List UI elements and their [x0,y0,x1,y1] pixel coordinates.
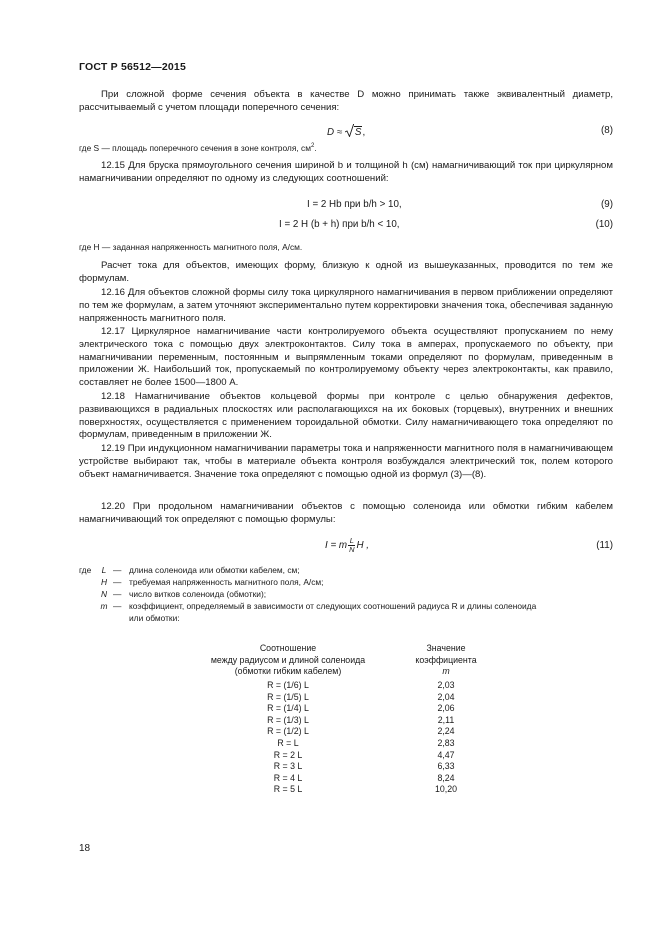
sqrt-icon [345,124,366,139]
table-header-ratio [171,643,405,678]
var-text-H: требуемая напряженность магнитного поля, А/см; [129,577,324,587]
var-symbol-m: m [100,601,108,611]
table-cell-ratio: R = 2 L [273,749,303,760]
table-cell-coefficient: 2,11 [437,714,455,725]
var-text-L: длина соленоида или обмотки кабелем, см; [129,565,300,575]
table-cell-coefficient: 2,03 [437,680,455,690]
table-header-ratio-line: (обмотки гибким кабелем) [234,666,342,677]
formula-11-fraction [348,537,355,554]
table-cell-coefficient: 4,47 [437,749,455,760]
table-cell-coefficient: 2,83 [437,737,455,748]
note-1-suffix: . [314,143,317,153]
formula-8 [327,124,365,139]
formula-11 [325,537,369,554]
paragraph-equivalent-diameter: При сложной форме сечения объекта в качестве D можно принимать также эквивалентный диаметр, рассчитываемый с учетом площади поперечного сечения: [79,89,613,113]
formula-number-11: (11) [596,540,613,551]
table-cell-ratio: R = (1/4) L [267,703,309,714]
paragraph-12-15: 12.15 Для бруска прямоугольного сечения шириной b и толщиной h (см) намагничивающий ток при циркулярном намагничивании определяют по одному из следующих соотношений: [79,160,613,184]
formula-11-numerator: L [349,536,354,545]
table-header-coefficient [402,643,490,678]
formula-10: I = 2 H (b + h) при b/h < 10, [279,219,400,230]
var-symbol-N: N [100,589,108,599]
table-cell-ratio: R = 5 L [273,784,303,795]
table-header-coef-line: коэффициента [415,654,477,665]
table-ratio-column [171,680,405,796]
table-header-coef-symbol: m [442,666,450,677]
paragraph-12-19: 12.19 При индукционном намагничивании параметры тока и напряженности магнитного поля в намагничивающем устройстве выбирают так, чтобы в материале объекта контроля возбуждался электрический ток, полем которого объект намагничивается. Значение тока определяют с помощью одной из формул (3)—(8). [79,443,613,480]
table-coefficient-column [402,680,490,796]
table-cell-ratio: R = 3 L [273,761,303,772]
table-header-ratio-line: Соотношение [259,643,317,653]
formula-8-tail: , [362,127,366,138]
var-text-m-continuation: или обмотки: [129,613,180,623]
table-cell-ratio: R = (1/2) L [267,726,309,737]
formula-11-denominator: N [349,545,355,554]
document-header: ГОСТ Р 56512—2015 [79,61,187,73]
formula-number-9: (9) [601,199,613,210]
table-cell-coefficient: 10,20 [434,784,457,795]
table-cell-coefficient: 8,24 [437,772,455,783]
table-cell-coefficient: 2,06 [437,703,455,714]
page-number: 18 [79,843,91,854]
var-dash: — [113,601,122,611]
note-field-strength: где H — заданная напряженность магнитного поля, А/см. [79,242,303,252]
table-cell-ratio: R = (1/5) L [267,691,309,702]
var-dash: — [113,565,122,575]
table-cell-ratio: R = (1/6) L [267,680,309,690]
formula-number-8: (8) [601,125,613,136]
paragraph-12-18: 12.18 Намагничивание объектов кольцевой формы при контроле с целью обнаружения дефектов, развивающихся в радиальных плоскостях или располагающихся на их боковых (торцевых), внутренних и внешних поверхностях, осуществляется с применением тороидальной обмотки. Силу намагничивающего тока определяют по формулам, приведенным в приложении Ж. [79,391,613,441]
formula-11-rhs: H , [356,540,370,552]
formula-number-10: (10) [595,219,613,230]
formula-11-lhs: I = m [325,540,348,552]
note-1-text: где S — площадь поперечного сечения в зоне контроля, см [79,143,311,153]
paragraph-12-16: 12.16 Для объектов сложной формы силу тока циркулярного намагничивания в первом приближении определяют по тем же формулам, а затем уточняют экспериментально путем корректировки значения тока, обеспечивая заданную напряженность магнитного поля. [79,287,613,324]
var-symbol-L: L [101,565,107,575]
paragraph-12-17: 12.17 Циркулярное намагничивание части контролируемого объекта осуществляют пропусканием по нему электрического тока с помощью двух электроконтактов. Силу тока в амперах, пропускаемого по объекту, при намагничивании переменным, постоянным и выпрямленным токами определяют по формулам, приведенным в приложении Ж. Наибольший ток, пропускаемый по контролируемому объекту через электроконтакты, как правило, составляет не более 1500—1800 А. [79,326,613,389]
table-header-coef-line: Значение [426,643,466,653]
table-cell-ratio: R = L [277,737,299,748]
formula-8-lhs: D ≈ [327,127,345,138]
table-cell-ratio: R = (1/3) L [267,714,309,725]
formula-8-radicand: S [354,127,362,138]
formula-9: I = 2 Hb при b/h > 10, [307,199,402,210]
note-area-definition [79,143,613,154]
table-cell-coefficient: 2,04 [437,691,455,702]
var-dash: — [113,577,122,587]
var-text-m: коэффициент, определяемый в зависимости от следующих соотношений радиуса R и длины соленоида [129,601,537,611]
table-cell-ratio: R = 4 L [273,772,303,783]
where-lead: где [79,565,92,575]
var-dash: — [113,589,122,599]
var-symbol-H: H [100,577,108,587]
paragraph-12-20: 12.20 При продольном намагничивании объектов с помощью соленоида или обмотки гибким кабелем намагничивающий ток определяют с помощью формулы: [79,501,613,525]
var-text-N: число витков соленоида (обмотки); [129,589,267,599]
paragraph-similar-objects: Расчет тока для объектов, имеющих форму, близкую к одной из вышеуказанных, проводится по тем же формулам. [79,260,613,284]
note-1-sup: 2 [310,143,315,149]
table-cell-coefficient: 6,33 [437,761,455,772]
table-cell-coefficient: 2,24 [437,726,455,737]
table-header-ratio-line: между радиусом и длиной соленоида [210,654,366,665]
